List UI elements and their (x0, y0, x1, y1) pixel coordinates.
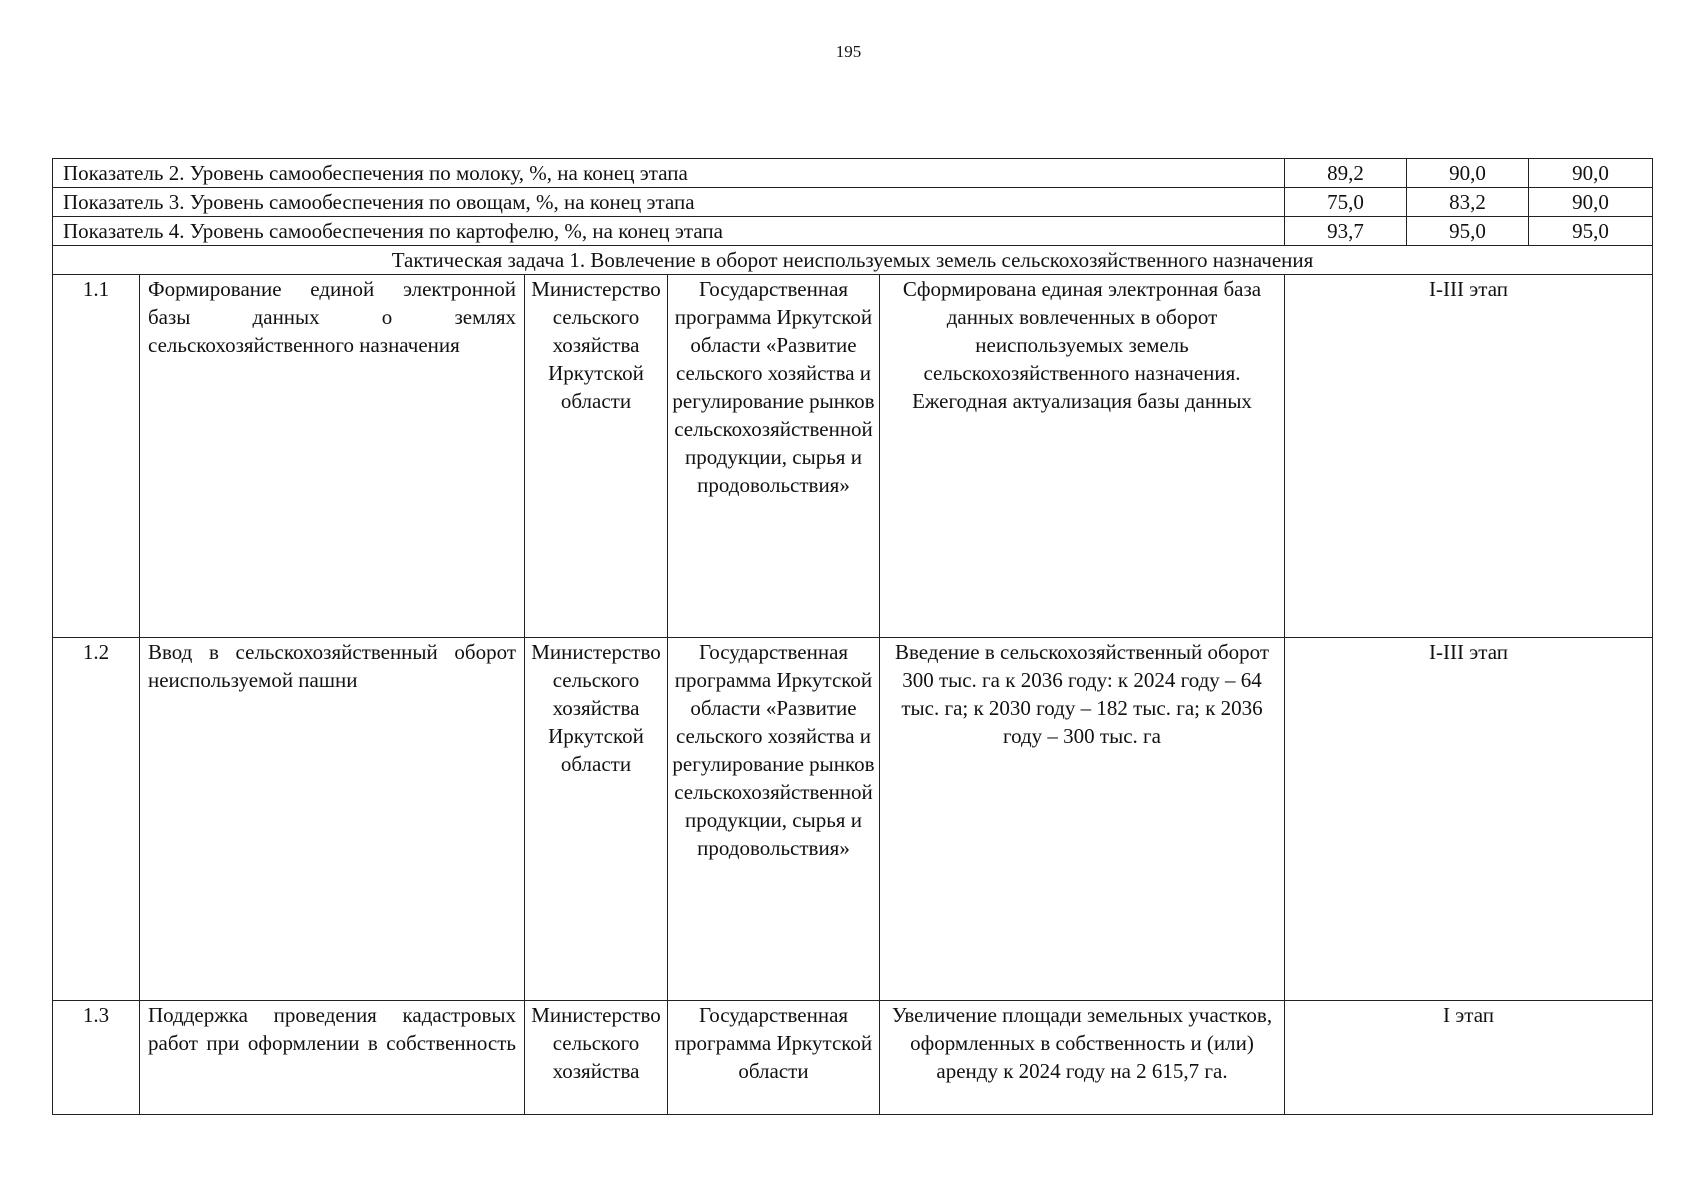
source-cell: Государственная программа Иркутской области (668, 1001, 880, 1115)
result-cell: Увеличение площади земельных участков, оформленных в собственность и (или) аренду к 2024 году на 2 615,7 га. (880, 1001, 1285, 1115)
stage-cell: I-III этап (1285, 638, 1653, 1001)
indicator-value: 89,2 (1285, 159, 1407, 188)
indicator-label: Показатель 4. Уровень самообеспечения по картофелю, %, на конец этапа (53, 217, 1285, 246)
table-row (53, 638, 1653, 1001)
executor-cell: Министерство сельского хозяйства Иркутской области (525, 275, 668, 638)
indicator-value: 90,0 (1529, 159, 1653, 188)
indicator-value: 75,0 (1285, 188, 1407, 217)
source-cell: Государственная программа Иркутской области «Развитие сельского хозяйства и регулирование рынков сельскохозяйственной продукции, сырья и продовольствия» (668, 638, 880, 1001)
stage-cell: I-III этап (1285, 275, 1653, 638)
indicator-value: 83,2 (1407, 188, 1529, 217)
task-heading: Тактическая задача 1. Вовлечение в оборот неиспользуемых земель сельскохозяйственного назначения (53, 246, 1653, 275)
indicator-value: 95,0 (1529, 217, 1653, 246)
measure-cell: Ввод в сельскохозяйственный оборот неиспользуемой пашни (140, 638, 525, 1001)
table-row (53, 1001, 1653, 1115)
program-table (52, 158, 1653, 1115)
indicator-row (53, 217, 1653, 246)
executor-cell: Министерство сельского хозяйства Иркутской области (525, 638, 668, 1001)
indicator-row (53, 188, 1653, 217)
indicator-value: 95,0 (1407, 217, 1529, 246)
row-number: 1.3 (53, 1001, 140, 1115)
indicator-label: Показатель 2. Уровень самообеспечения по молоку, %, на конец этапа (53, 159, 1285, 188)
stage-cell: I этап (1285, 1001, 1653, 1115)
executor-cell: Министерство сельского хозяйства (525, 1001, 668, 1115)
indicator-row (53, 159, 1653, 188)
row-number: 1.1 (53, 275, 140, 638)
task-heading-row (53, 246, 1653, 275)
result-cell: Сформирована единая электронная база данных вовлеченных в оборот неиспользуемых земель сельскохозяйственного назначения. Ежегодная актуализация базы данных (880, 275, 1285, 638)
measure-cell: Формирование единой электронной базы данных о землях сельскохозяйственного назначения (140, 275, 525, 638)
result-cell: Введение в сельскохозяйственный оборот 300 тыс. га к 2036 году: к 2024 году – 64 тыс. га; к 2030 году – 182 тыс. га; к 2036 году – 300 тыс. га (880, 638, 1285, 1001)
indicator-label: Показатель 3. Уровень самообеспечения по овощам, %, на конец этапа (53, 188, 1285, 217)
measure-cell: Поддержка проведения кадастровых работ при оформлении в собственность (140, 1001, 525, 1115)
indicator-value: 93,7 (1285, 217, 1407, 246)
page-number: 195 (835, 42, 862, 61)
table-row (53, 275, 1653, 638)
indicator-value: 90,0 (1529, 188, 1653, 217)
source-cell: Государственная программа Иркутской области «Развитие сельского хозяйства и регулирование рынков сельскохозяйственной продукции, сырья и продовольствия» (668, 275, 880, 638)
indicator-value: 90,0 (1407, 159, 1529, 188)
row-number: 1.2 (53, 638, 140, 1001)
